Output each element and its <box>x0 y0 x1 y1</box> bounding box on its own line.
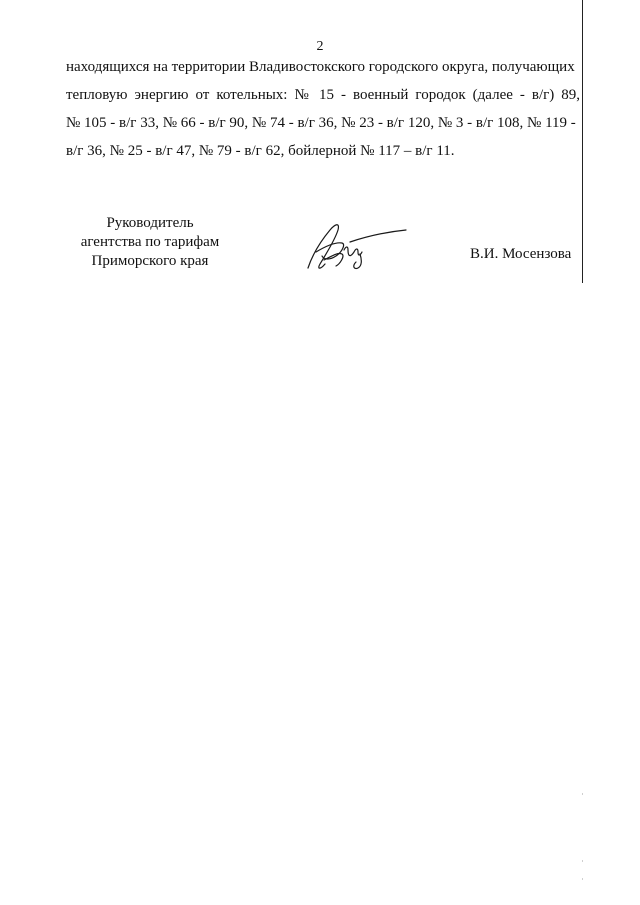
body-line: находящихся на территории Владивостокского городского округа, получающих <box>66 59 575 75</box>
signer-position-title <box>70 214 230 271</box>
signer-title-line: Руководитель <box>106 215 194 231</box>
signer-name: В.И. Мосензова <box>470 246 572 262</box>
scan-artifact <box>582 878 583 880</box>
body-line: в/г 36, № 25 - в/г 47, № 79 - в/г 62, бойлерной № 117 – в/г 11. <box>66 143 455 159</box>
scan-artifact <box>582 860 583 862</box>
signer-title-line: агентства по тарифам <box>80 234 220 250</box>
signer-title-line: Приморского края <box>91 253 209 269</box>
page-number: 2 <box>316 39 324 54</box>
scan-edge-line <box>582 0 583 283</box>
body-line: тепловую энергию от котельных: № 15 - военный городок (далее - в/г) 89, <box>66 87 580 103</box>
scan-artifact <box>582 793 583 795</box>
body-paragraph <box>66 53 580 165</box>
handwritten-signature-icon <box>302 216 410 274</box>
body-line: № 105 - в/г 33, № 66 - в/г 90, № 74 - в/г 36, № 23 - в/г 120, № 3 - в/г 108, № 119 - <box>66 115 576 131</box>
